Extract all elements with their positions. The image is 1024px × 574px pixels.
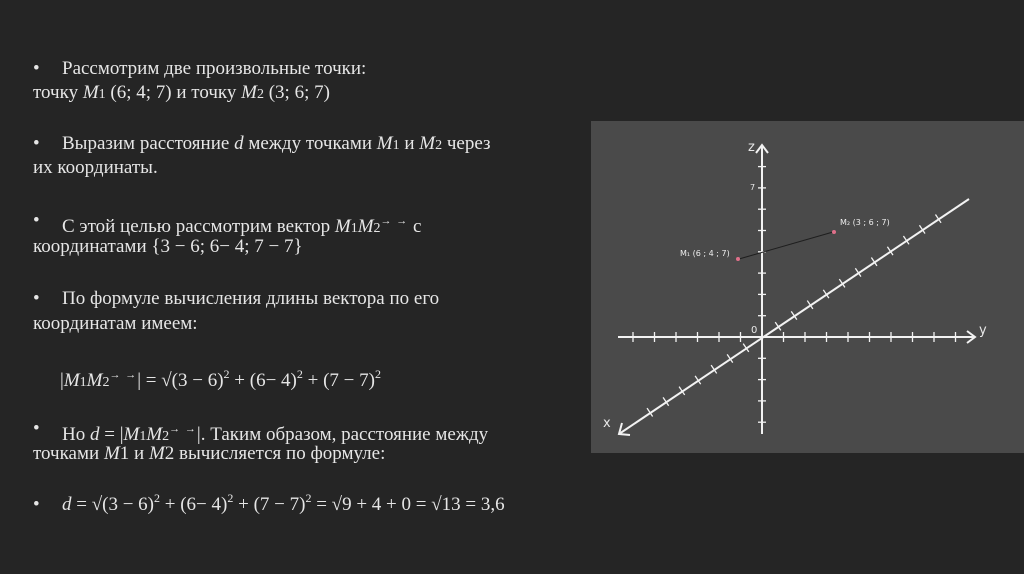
p5-line2-c: 2 вычисляется по формуле: <box>164 443 386 464</box>
formula-vector-length <box>60 364 381 394</box>
coordinate-system-figure <box>591 121 1024 453</box>
f1-vector-arrows: → → <box>109 369 138 381</box>
p5-line2-a: точками <box>33 443 104 464</box>
p2-m2-index: 2 <box>435 138 443 153</box>
paragraph-1-line-1 <box>62 58 366 80</box>
f1-term-b: + (6− 4) <box>229 370 297 391</box>
f2-square-3: 2 <box>305 491 312 505</box>
f2-term-c: + (7 − 7) <box>233 494 306 515</box>
f2-term-b: + (6− 4) <box>160 494 228 515</box>
p5-m1-index: 1 <box>139 429 147 444</box>
p2-line2-text: их координаты. <box>33 157 158 178</box>
p5-text-b: = | <box>99 424 124 445</box>
coordinate-axes-svg <box>591 121 1024 453</box>
p5-m2-index: 2 <box>162 429 170 444</box>
p5-m1-letter: M <box>123 424 140 445</box>
x-axis <box>619 199 969 434</box>
p5-text-a: Но <box>62 424 90 445</box>
z-tick-7-label: 7 <box>750 183 756 192</box>
p3-m2-index: 2 <box>373 221 381 236</box>
f1-square-2: 2 <box>296 367 303 381</box>
bullet-3: • <box>33 210 40 231</box>
f1-square-1: 2 <box>223 367 230 381</box>
paragraph-4-line-2 <box>33 313 198 335</box>
p2-text-c: и <box>399 133 420 154</box>
p3-text-c: с <box>408 216 422 237</box>
axis-ticks <box>633 167 956 423</box>
p3-m1-index: 1 <box>350 221 358 236</box>
point-m2-label: M₂ (3 ; 6 ; 7) <box>840 218 890 227</box>
p1-line1-text: Рассмотрим две произвольные точки: <box>62 58 367 79</box>
p2-m1-index: 1 <box>392 138 400 153</box>
bullet-6: • <box>33 494 40 515</box>
z-axis-label: z <box>748 140 755 155</box>
bullet-4: • <box>33 288 40 309</box>
f1-term-a: | = √(3 − 6) <box>137 370 224 391</box>
point-m2 <box>832 230 836 234</box>
f1-m1-letter: M <box>63 370 80 391</box>
f1-m2-letter: M <box>86 370 103 391</box>
paragraph-3-line-2 <box>33 236 303 258</box>
p2-d-symbol: d <box>234 133 244 154</box>
x-axis-label: x <box>603 416 611 431</box>
paragraph-2-line-1 <box>62 133 491 157</box>
y-axis-label: y <box>979 323 987 338</box>
f2-term-a: = √(3 − 6) <box>71 494 155 515</box>
f1-m2-index: 2 <box>102 375 110 390</box>
m1-m2-segment <box>739 232 833 259</box>
p3-vector-arrows: → → <box>380 215 409 227</box>
f2-square-2: 2 <box>227 491 234 505</box>
p2-m2-letter: M <box>419 133 436 154</box>
p5-m2-letter-2: M <box>148 443 165 464</box>
p4-line1-text: По формуле вычисления длины вектора по его <box>62 288 440 309</box>
point-m1 <box>736 257 740 261</box>
f1-term-c: + (7 − 7) <box>302 370 375 391</box>
p2-text-d: через <box>442 133 491 154</box>
f1-m1-index: 1 <box>79 375 87 390</box>
p3-line2-text: координатами {3 − 6; 6− 4; 7 − 7} <box>33 236 303 257</box>
paragraph-1-line-2 <box>33 82 330 106</box>
x-axis-arrow <box>619 423 630 435</box>
p2-text-b: между точками <box>243 133 377 154</box>
paragraph-4-line-1 <box>62 288 439 310</box>
f2-square-1: 2 <box>154 491 161 505</box>
f2-d-symbol: d <box>62 494 72 515</box>
p5-d-symbol: d <box>89 424 100 445</box>
p5-vector-arrows: → → <box>169 423 197 435</box>
p1-m1-coords: (6; 4; 7) и точку <box>105 82 242 103</box>
f1-bar-open: | <box>60 370 64 391</box>
f1-square-3: 2 <box>374 367 381 381</box>
p1-m2-letter: M <box>241 82 257 103</box>
bullet-2: • <box>33 133 40 154</box>
bullet-1: • <box>33 58 40 79</box>
paragraph-5-line-2 <box>33 443 385 465</box>
p1-text-a: точку <box>33 82 83 103</box>
formula-distance <box>62 491 505 516</box>
p1-m1-index: 1 <box>98 87 106 102</box>
p4-line2-text: координатам имеем: <box>33 313 198 334</box>
p3-m2-letter: M <box>357 216 374 237</box>
bullet-5: • <box>33 418 40 439</box>
point-m1-label: M₁ (6 ; 4 ; 7) <box>680 249 730 258</box>
p5-text-c: |. Таким образом, расстояние между <box>196 424 489 445</box>
paragraph-2-line-2 <box>33 157 158 179</box>
p3-m1-letter: M <box>334 216 351 237</box>
p1-m2-index: 2 <box>256 87 264 102</box>
f2-result: = √9 + 4 + 0 = √13 = 3,6 <box>311 494 505 515</box>
origin-label: 0 <box>751 325 758 336</box>
p1-m2-coords: (3; 6; 7) <box>263 82 330 103</box>
p1-m1-letter: M <box>82 82 99 103</box>
p2-text-a: Выразим расстояние <box>62 133 235 154</box>
p5-m1-letter-2: M <box>103 443 120 464</box>
p5-line2-b: 1 и <box>119 443 149 464</box>
p5-m2-letter: M <box>146 424 163 445</box>
p2-m1-letter: M <box>376 133 393 154</box>
p3-text-a: С этой целью рассмотрим вектор <box>62 216 335 237</box>
